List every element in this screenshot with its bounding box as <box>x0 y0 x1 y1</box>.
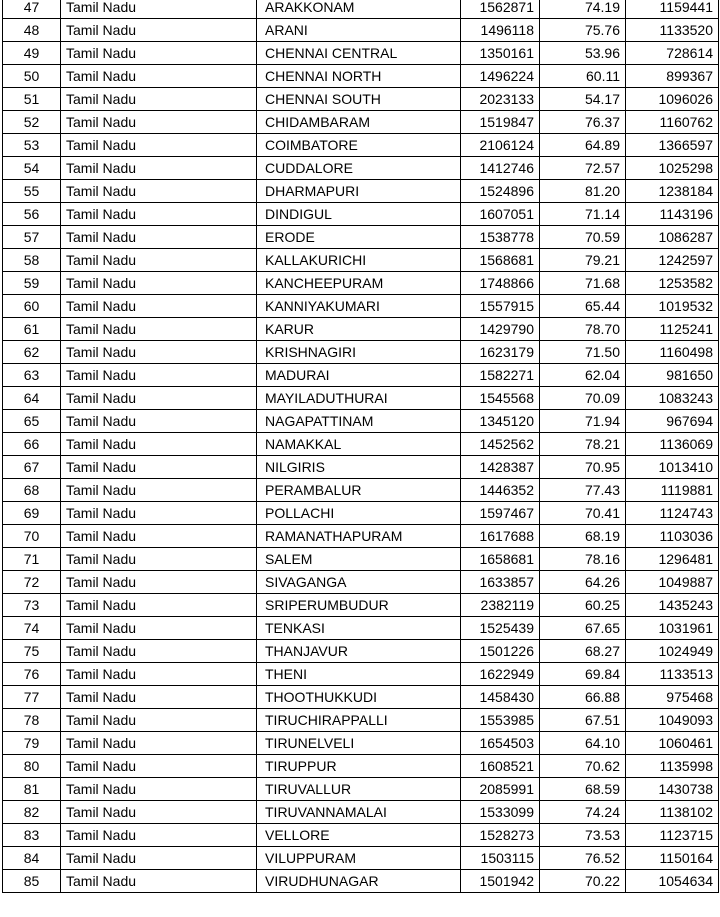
electors-cell: 1607051 <box>461 203 540 226</box>
state-cell: Tamil Nadu <box>61 732 257 755</box>
state-cell: Tamil Nadu <box>61 502 257 525</box>
table-row <box>3 801 719 824</box>
votes-cell: 1013410 <box>626 456 719 479</box>
row-number-cell: 68 <box>3 479 61 502</box>
turnout-cell: 62.04 <box>540 364 626 387</box>
state-cell: Tamil Nadu <box>61 249 257 272</box>
state-cell: Tamil Nadu <box>61 341 257 364</box>
turnout-cell: 70.41 <box>540 502 626 525</box>
state-cell: Tamil Nadu <box>61 824 257 847</box>
table-row <box>3 594 719 617</box>
row-number-cell: 49 <box>3 42 61 65</box>
constituency-cell: TIRUPPUR <box>257 755 461 778</box>
constituency-cell: CHIDAMBARAM <box>257 111 461 134</box>
turnout-cell: 64.26 <box>540 571 626 594</box>
table-row <box>3 778 719 801</box>
constituency-cell: ARAKKONAM <box>257 0 461 19</box>
state-cell: Tamil Nadu <box>61 88 257 111</box>
votes-cell: 1086287 <box>626 226 719 249</box>
constituency-cell: POLLACHI <box>257 502 461 525</box>
turnout-cell: 70.59 <box>540 226 626 249</box>
votes-cell: 1024949 <box>626 640 719 663</box>
turnout-cell: 54.17 <box>540 88 626 111</box>
row-number-cell: 64 <box>3 387 61 410</box>
row-number-cell: 57 <box>3 226 61 249</box>
row-number-cell: 69 <box>3 502 61 525</box>
votes-cell: 1124743 <box>626 502 719 525</box>
constituency-cell: TENKASI <box>257 617 461 640</box>
table-row <box>3 295 719 318</box>
row-number-cell: 80 <box>3 755 61 778</box>
constituency-cell: PERAMBALUR <box>257 479 461 502</box>
turnout-cell: 64.10 <box>540 732 626 755</box>
electors-cell: 1501226 <box>461 640 540 663</box>
state-cell: Tamil Nadu <box>61 295 257 318</box>
electors-cell: 1597467 <box>461 502 540 525</box>
turnout-cell: 68.27 <box>540 640 626 663</box>
state-cell: Tamil Nadu <box>61 433 257 456</box>
turnout-cell: 69.84 <box>540 663 626 686</box>
constituency-cell: SRIPERUMBUDUR <box>257 594 461 617</box>
constituency-cell: NILGIRIS <box>257 456 461 479</box>
row-number-cell: 74 <box>3 617 61 640</box>
row-number-cell: 51 <box>3 88 61 111</box>
turnout-cell: 64.89 <box>540 134 626 157</box>
electors-cell: 1658681 <box>461 548 540 571</box>
turnout-cell: 78.16 <box>540 548 626 571</box>
state-cell: Tamil Nadu <box>61 180 257 203</box>
table-row <box>3 571 719 594</box>
electors-cell: 1623179 <box>461 341 540 364</box>
votes-cell: 967694 <box>626 410 719 433</box>
turnout-cell: 71.94 <box>540 410 626 433</box>
row-number-cell: 81 <box>3 778 61 801</box>
turnout-cell: 78.21 <box>540 433 626 456</box>
row-number-cell: 75 <box>3 640 61 663</box>
table-row <box>3 249 719 272</box>
constituency-cell: DINDIGUL <box>257 203 461 226</box>
electors-cell: 1428387 <box>461 456 540 479</box>
electors-cell: 1350161 <box>461 42 540 65</box>
votes-cell: 1019532 <box>626 295 719 318</box>
constituency-cell: VIRUDHUNAGAR <box>257 870 461 893</box>
table-row <box>3 479 719 502</box>
electors-cell: 1429790 <box>461 318 540 341</box>
state-cell: Tamil Nadu <box>61 65 257 88</box>
votes-cell: 1435243 <box>626 594 719 617</box>
constituency-cell: CHENNAI SOUTH <box>257 88 461 111</box>
constituency-cell: CHENNAI CENTRAL <box>257 42 461 65</box>
votes-cell: 1296481 <box>626 548 719 571</box>
electors-cell: 1533099 <box>461 801 540 824</box>
turnout-cell: 71.14 <box>540 203 626 226</box>
state-cell: Tamil Nadu <box>61 318 257 341</box>
turnout-cell: 76.52 <box>540 847 626 870</box>
electors-cell: 1452562 <box>461 433 540 456</box>
table-row <box>3 272 719 295</box>
table-row <box>3 870 719 893</box>
turnout-cell: 81.20 <box>540 180 626 203</box>
electors-cell: 2085991 <box>461 778 540 801</box>
row-number-cell: 73 <box>3 594 61 617</box>
turnout-cell: 74.24 <box>540 801 626 824</box>
row-number-cell: 82 <box>3 801 61 824</box>
votes-cell: 1031961 <box>626 617 719 640</box>
state-cell: Tamil Nadu <box>61 42 257 65</box>
row-number-cell: 78 <box>3 709 61 732</box>
state-cell: Tamil Nadu <box>61 870 257 893</box>
votes-cell: 1160498 <box>626 341 719 364</box>
table-row <box>3 42 719 65</box>
state-cell: Tamil Nadu <box>61 709 257 732</box>
turnout-cell: 53.96 <box>540 42 626 65</box>
votes-cell: 1049887 <box>626 571 719 594</box>
electors-cell: 1568681 <box>461 249 540 272</box>
row-number-cell: 50 <box>3 65 61 88</box>
turnout-cell: 60.25 <box>540 594 626 617</box>
table-row <box>3 203 719 226</box>
votes-cell: 728614 <box>626 42 719 65</box>
electors-cell: 1582271 <box>461 364 540 387</box>
votes-cell: 1242597 <box>626 249 719 272</box>
row-number-cell: 65 <box>3 410 61 433</box>
row-number-cell: 72 <box>3 571 61 594</box>
votes-cell: 1133520 <box>626 19 719 42</box>
electors-cell: 1458430 <box>461 686 540 709</box>
state-cell: Tamil Nadu <box>61 226 257 249</box>
constituency-cell: VELLORE <box>257 824 461 847</box>
turnout-cell: 79.21 <box>540 249 626 272</box>
electors-cell: 1608521 <box>461 755 540 778</box>
turnout-cell: 67.51 <box>540 709 626 732</box>
votes-cell: 1150164 <box>626 847 719 870</box>
votes-cell: 1143196 <box>626 203 719 226</box>
row-number-cell: 61 <box>3 318 61 341</box>
constituency-cell: VILUPPURAM <box>257 847 461 870</box>
votes-cell: 1159441 <box>626 0 719 19</box>
electors-cell: 2382119 <box>461 594 540 617</box>
table-row <box>3 456 719 479</box>
votes-cell: 1253582 <box>626 272 719 295</box>
electors-cell: 1562871 <box>461 0 540 19</box>
turnout-cell: 77.43 <box>540 479 626 502</box>
turnout-cell: 73.53 <box>540 824 626 847</box>
turnout-cell: 70.62 <box>540 755 626 778</box>
votes-cell: 1136069 <box>626 433 719 456</box>
table-row <box>3 157 719 180</box>
state-cell: Tamil Nadu <box>61 525 257 548</box>
turnout-cell: 65.44 <box>540 295 626 318</box>
row-number-cell: 84 <box>3 847 61 870</box>
row-number-cell: 63 <box>3 364 61 387</box>
constituency-cell: RAMANATHAPURAM <box>257 525 461 548</box>
row-number-cell: 48 <box>3 19 61 42</box>
row-number-cell: 71 <box>3 548 61 571</box>
state-cell: Tamil Nadu <box>61 134 257 157</box>
electors-cell: 1496224 <box>461 65 540 88</box>
row-number-cell: 58 <box>3 249 61 272</box>
votes-cell: 1133513 <box>626 663 719 686</box>
electors-cell: 1748866 <box>461 272 540 295</box>
votes-cell: 1096026 <box>626 88 719 111</box>
state-cell: Tamil Nadu <box>61 272 257 295</box>
constituency-cell: ERODE <box>257 226 461 249</box>
state-cell: Tamil Nadu <box>61 778 257 801</box>
row-number-cell: 54 <box>3 157 61 180</box>
state-cell: Tamil Nadu <box>61 755 257 778</box>
turnout-cell: 68.19 <box>540 525 626 548</box>
constituency-cell: NAGAPATTINAM <box>257 410 461 433</box>
table-row <box>3 341 719 364</box>
electors-cell: 1528273 <box>461 824 540 847</box>
constituency-cell: CHENNAI NORTH <box>257 65 461 88</box>
electors-cell: 1557915 <box>461 295 540 318</box>
votes-cell: 899367 <box>626 65 719 88</box>
votes-cell: 1054634 <box>626 870 719 893</box>
electors-cell: 1633857 <box>461 571 540 594</box>
row-number-cell: 76 <box>3 663 61 686</box>
state-cell: Tamil Nadu <box>61 594 257 617</box>
constituency-cell: KRISHNAGIRI <box>257 341 461 364</box>
turnout-cell: 76.37 <box>540 111 626 134</box>
row-number-cell: 67 <box>3 456 61 479</box>
row-number-cell: 60 <box>3 295 61 318</box>
electors-cell: 1524896 <box>461 180 540 203</box>
table-row <box>3 847 719 870</box>
turnout-cell: 78.70 <box>540 318 626 341</box>
constituency-cell: MAYILADUTHURAI <box>257 387 461 410</box>
votes-cell: 975468 <box>626 686 719 709</box>
state-cell: Tamil Nadu <box>61 203 257 226</box>
constituency-cell: KANCHEEPURAM <box>257 272 461 295</box>
table-row <box>3 0 719 19</box>
electors-cell: 1446352 <box>461 479 540 502</box>
state-cell: Tamil Nadu <box>61 410 257 433</box>
constituency-table <box>2 0 719 893</box>
votes-cell: 1060461 <box>626 732 719 755</box>
table-row <box>3 755 719 778</box>
votes-cell: 1125241 <box>626 318 719 341</box>
table-row <box>3 364 719 387</box>
electors-cell: 1525439 <box>461 617 540 640</box>
state-cell: Tamil Nadu <box>61 548 257 571</box>
turnout-cell: 74.19 <box>540 0 626 19</box>
state-cell: Tamil Nadu <box>61 479 257 502</box>
state-cell: Tamil Nadu <box>61 19 257 42</box>
table-row <box>3 226 719 249</box>
constituency-cell: THANJAVUR <box>257 640 461 663</box>
table-row <box>3 663 719 686</box>
constituency-cell: TIRUCHIRAPPALLI <box>257 709 461 732</box>
table-row <box>3 548 719 571</box>
table-body <box>3 0 719 893</box>
turnout-cell: 67.65 <box>540 617 626 640</box>
table-row <box>3 19 719 42</box>
table-row <box>3 640 719 663</box>
constituency-cell: ARANI <box>257 19 461 42</box>
electors-cell: 1496118 <box>461 19 540 42</box>
constituency-cell: NAMAKKAL <box>257 433 461 456</box>
table-row <box>3 134 719 157</box>
turnout-cell: 60.11 <box>540 65 626 88</box>
electors-cell: 1345120 <box>461 410 540 433</box>
electors-cell: 2023133 <box>461 88 540 111</box>
state-cell: Tamil Nadu <box>61 0 257 19</box>
row-number-cell: 56 <box>3 203 61 226</box>
votes-cell: 1135998 <box>626 755 719 778</box>
electors-cell: 1503115 <box>461 847 540 870</box>
state-cell: Tamil Nadu <box>61 801 257 824</box>
electors-cell: 1553985 <box>461 709 540 732</box>
table-row <box>3 410 719 433</box>
votes-cell: 1138102 <box>626 801 719 824</box>
constituency-cell: SIVAGANGA <box>257 571 461 594</box>
votes-cell: 1103036 <box>626 525 719 548</box>
constituency-cell: CUDDALORE <box>257 157 461 180</box>
constituency-cell: DHARMAPURI <box>257 180 461 203</box>
electors-cell: 1501942 <box>461 870 540 893</box>
state-cell: Tamil Nadu <box>61 571 257 594</box>
table-row <box>3 732 719 755</box>
turnout-cell: 68.59 <box>540 778 626 801</box>
state-cell: Tamil Nadu <box>61 640 257 663</box>
table-row <box>3 111 719 134</box>
table-row <box>3 387 719 410</box>
electors-cell: 1538778 <box>461 226 540 249</box>
row-number-cell: 47 <box>3 0 61 19</box>
turnout-cell: 71.50 <box>540 341 626 364</box>
table-row <box>3 525 719 548</box>
state-cell: Tamil Nadu <box>61 111 257 134</box>
state-cell: Tamil Nadu <box>61 364 257 387</box>
constituency-cell: MADURAI <box>257 364 461 387</box>
row-number-cell: 52 <box>3 111 61 134</box>
table-row <box>3 824 719 847</box>
table-row <box>3 180 719 203</box>
electors-cell: 1654503 <box>461 732 540 755</box>
table-row <box>3 502 719 525</box>
row-number-cell: 83 <box>3 824 61 847</box>
electors-cell: 1519847 <box>461 111 540 134</box>
votes-cell: 981650 <box>626 364 719 387</box>
electors-cell: 1412746 <box>461 157 540 180</box>
constituency-cell: COIMBATORE <box>257 134 461 157</box>
turnout-cell: 70.95 <box>540 456 626 479</box>
constituency-cell: TIRUVALLUR <box>257 778 461 801</box>
constituency-cell: KANNIYAKUMARI <box>257 295 461 318</box>
state-cell: Tamil Nadu <box>61 617 257 640</box>
table-row <box>3 65 719 88</box>
table-row <box>3 617 719 640</box>
state-cell: Tamil Nadu <box>61 686 257 709</box>
turnout-cell: 70.22 <box>540 870 626 893</box>
electors-cell: 1622949 <box>461 663 540 686</box>
constituency-cell: TIRUNELVELI <box>257 732 461 755</box>
electors-cell: 2106124 <box>461 134 540 157</box>
table-row <box>3 686 719 709</box>
row-number-cell: 53 <box>3 134 61 157</box>
state-cell: Tamil Nadu <box>61 847 257 870</box>
turnout-cell: 71.68 <box>540 272 626 295</box>
row-number-cell: 85 <box>3 870 61 893</box>
row-number-cell: 55 <box>3 180 61 203</box>
constituency-cell: KALLAKURICHI <box>257 249 461 272</box>
constituency-cell: THENI <box>257 663 461 686</box>
votes-cell: 1025298 <box>626 157 719 180</box>
votes-cell: 1238184 <box>626 180 719 203</box>
table-row <box>3 709 719 732</box>
state-cell: Tamil Nadu <box>61 663 257 686</box>
votes-cell: 1123715 <box>626 824 719 847</box>
table-row <box>3 318 719 341</box>
state-cell: Tamil Nadu <box>61 157 257 180</box>
electors-cell: 1617688 <box>461 525 540 548</box>
votes-cell: 1119881 <box>626 479 719 502</box>
votes-cell: 1430738 <box>626 778 719 801</box>
turnout-cell: 72.57 <box>540 157 626 180</box>
votes-cell: 1366597 <box>626 134 719 157</box>
row-number-cell: 62 <box>3 341 61 364</box>
turnout-cell: 66.88 <box>540 686 626 709</box>
state-cell: Tamil Nadu <box>61 387 257 410</box>
constituency-cell: SALEM <box>257 548 461 571</box>
row-number-cell: 59 <box>3 272 61 295</box>
votes-cell: 1160762 <box>626 111 719 134</box>
constituency-cell: KARUR <box>257 318 461 341</box>
table-row <box>3 88 719 111</box>
turnout-cell: 75.76 <box>540 19 626 42</box>
votes-cell: 1049093 <box>626 709 719 732</box>
row-number-cell: 77 <box>3 686 61 709</box>
turnout-cell: 70.09 <box>540 387 626 410</box>
table-row <box>3 433 719 456</box>
constituency-cell: THOOTHUKKUDI <box>257 686 461 709</box>
row-number-cell: 66 <box>3 433 61 456</box>
row-number-cell: 70 <box>3 525 61 548</box>
votes-cell: 1083243 <box>626 387 719 410</box>
row-number-cell: 79 <box>3 732 61 755</box>
constituency-cell: TIRUVANNAMALAI <box>257 801 461 824</box>
state-cell: Tamil Nadu <box>61 456 257 479</box>
electors-cell: 1545568 <box>461 387 540 410</box>
